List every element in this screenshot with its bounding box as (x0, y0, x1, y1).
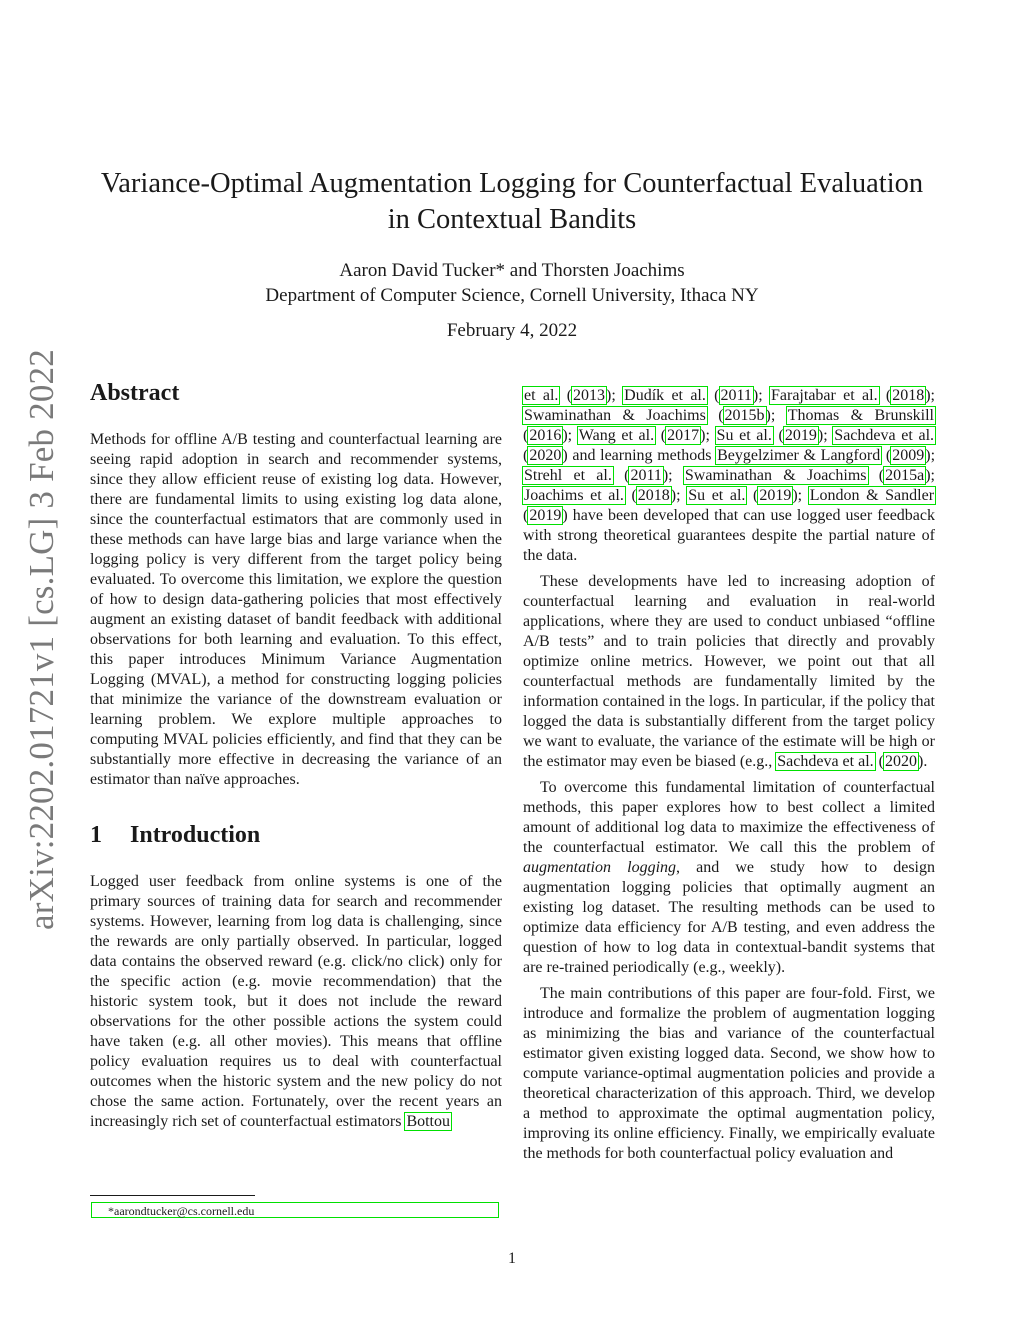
citation-year-link[interactable]: 2017 (667, 427, 700, 444)
citation-link[interactable]: Su et al. (688, 487, 746, 504)
citation-year-link[interactable]: 2018 (637, 487, 670, 504)
citation-link[interactable]: Sachdeva et al. (834, 427, 935, 444)
right-column (523, 386, 935, 1164)
citation-year-link[interactable]: 2019 (784, 427, 817, 444)
section-title: Introduction (130, 822, 261, 848)
citation-year-link[interactable]: 2009 (892, 447, 925, 464)
page-number: 1 (508, 1250, 516, 1267)
citation-year-link[interactable]: 2015b (724, 407, 765, 424)
left-column (90, 378, 502, 1132)
title-line-1: Variance-Optimal Augmentation Logging for Counterfactual Evaluation (100, 168, 924, 199)
citation-year-link[interactable]: 2011 (630, 467, 662, 484)
citation-year-link[interactable]: 2019 (529, 507, 562, 524)
citation-year-link[interactable]: 2020 (529, 447, 562, 464)
abstract-heading: Abstract (90, 380, 180, 406)
citation-year-link[interactable]: 2018 (892, 387, 925, 404)
citation-year-link[interactable]: 2016 (529, 427, 562, 444)
citation-link[interactable]: et al. (524, 387, 559, 404)
citation-link[interactable]: Thomas & Brunskill (787, 407, 935, 424)
citation-link[interactable]: Beygelzimer & Langford (717, 447, 881, 464)
citation-close: ). (917, 753, 928, 770)
intro-paragraph-4: The main contributions of this paper are four-fold. First, we introduce and formalize the problem of augmentation logging as minimizing the bias and variance of the counterfactual estimator given existing logged data. Second, we show how to compute variance-optimal augmentation policies and provide a theoretical characterization of this approach. Third, we develop a method to approximate the optimal augmentation policy, improving its online efficiency. Finally, we empirically evaluate the methods for both counterfactual policy evaluation and (523, 985, 935, 1162)
citation-year-link[interactable]: 2011 (720, 387, 752, 404)
citation-year-link[interactable]: 2020 (884, 753, 917, 770)
citation-link[interactable]: Joachims et al. (524, 487, 624, 504)
intro-paragraph-3 (523, 778, 935, 978)
citation-link[interactable]: Strehl et al. (524, 467, 612, 484)
citation-year-link[interactable]: 2015a (885, 467, 925, 484)
arxiv-identifier-stamp: arXiv:2202.01721v1 [cs.LG] 3 Feb 2022 (22, 349, 61, 930)
footnote-email-link[interactable]: *aarondtucker@cs.cornell.edu (91, 1202, 499, 1218)
intro-paragraph-3-text-a: To overcome this fundamental limitation of counterfactual methods, this paper explores how to best collect a limited amount of additional log data to maximize the effectiveness of the counterfactual estimator. We call this the problem of (523, 779, 935, 856)
footnote-rule (90, 1195, 255, 1196)
section-heading-introduction (90, 820, 502, 850)
citation-year-link[interactable]: 2013 (573, 387, 606, 404)
intro-paragraph-1-continued: et al. (2013); Dudík et al. (2011); Farajtabar et al. (2018); Swaminathan & Joachims (2015b); Thomas & Brunskill (2016); Wang et al. (2017); Su et al. (2019); Sachdeva et al. (2020) and learning methods Beygelzimer & Langford (2009); Strehl et al. (2011); Swaminathan & Joachims (2015a); Joachims et al. (2018); Su et al. (2019); London & Sandler (2019) have been developed that can use logged user feedback with strong theoretical guarantees despite the partial nature of the data. (523, 387, 936, 564)
author-block (90, 258, 934, 308)
citation-link[interactable]: Dudík et al. (624, 387, 706, 404)
intro-paragraph-1-tail: have been developed that can use logged user feedback with strong theoretical guarantees despite the partial nature of the data. (523, 507, 936, 564)
intro-paragraph-2: These developments have led to increasing adoption of counterfactual learning and evaluation in real-world applications, where they are used to conduct unbiased “offline A/B tests” and to train policies that directly and provably optimize online metrics. However, we point out that all counterfactual methods are fundamentally limited by the information contained in the logs. In particular, if the policy that logged the data is substantially different from the target policy we want to evaluate, the variance of the estimate will be high or the estimator may even be biased (e.g., Sachdeva et al. (2020). (523, 573, 935, 770)
title-line-2: in Contextual Bandits (387, 204, 637, 235)
citation-link[interactable]: Bottou (406, 1113, 450, 1130)
intro-paragraph-2-text: These developments have led to increasing adoption of counterfactual learning and evaluation in real-world applications, where they are used to conduct unbiased “offline A/B tests” and to train policies that directly and provably optimize online metrics. However, we point out that all counterfactual methods are fundamentally limited by the information contained in the logs. In particular, if the policy that logged the data is substantially different from the target policy we want to evaluate, the variance of the estimate will be high or the estimator may even be biased (e.g., (523, 573, 935, 770)
citation-link[interactable]: Sachdeva et al. (777, 753, 874, 770)
intro-paragraph-1-text: Logged user feedback from online systems is one of the primary sources of training data for search and recommender systems. However, learning from log data is challenging, since the rewards are only partially observed. In particular, logged data contains the observed reward (e.g. click/no click) only for the specific action (e.g. movie recommendation) that the historic system took, but it does not include the reward observations for the other possible actions the system could have taken (e.g. all other movies). This means that offline policy evaluation requires us to deal with counterfactual outcomes when the historic system and the new policy do not chose the same action. Fortunately, over the recent years an increasingly rich set of counterfactual estimators (90, 873, 502, 1130)
citation-link[interactable]: London & Sandler (809, 487, 935, 504)
citation-link[interactable]: Farajtabar et al. (771, 387, 878, 404)
citation-link[interactable]: Swaminathan & Joachims (524, 407, 706, 424)
citation-link[interactable]: Swaminathan & Joachims (684, 467, 867, 484)
citation-link[interactable]: Wang et al. (578, 427, 655, 444)
citation-year-link[interactable]: 2019 (759, 487, 792, 504)
abstract-text: Methods for offline A/B testing and counterfactual learning are seeing rapid adoption in search and recommender systems, since they allow efficient reuse of existing log data. However, there are fundamental limits to using existing log data alone, since the counterfactual estimators that are commonly used in these methods can have large bias and large variance when the logging policy is very different from the target policy being evaluated. To overcome this limitation, we explore the question of how to design data-gathering policies that most effectively augment an existing dataset of bandit feedback with additional observations for both learning and evaluation. To this effect, this paper introduces Minimum Variance Augmentation Logging (MVAL), a method for constructing logging policies that minimize the variance of the downstream evaluation or learning problem. We explore multiple approaches to computing MVAL policies efficiently, and find that they can be substantially more effective in decreasing the variance of an estimator than naïve approaches. (90, 431, 502, 788)
author-names: Aaron David Tucker* and Thorsten Joachims (339, 260, 685, 281)
paper-title (90, 166, 934, 238)
intro-paragraph-3-text-b: , and we study how to design augmentation logging policies that optimally augment an existing log dataset. The resulting methods can be used to optimize data efficiency for A/B testing, and even address the question of how to log data in contextual-bandit systems that are re-trained periodically (e.g., weekly). (523, 859, 935, 976)
augmentation-logging-term: augmentation logging (523, 859, 677, 876)
author-affiliation: Department of Computer Science, Cornell University, Ithaca NY (265, 285, 759, 306)
citation-link[interactable]: Su et al. (716, 427, 772, 444)
section-number: 1 (90, 822, 102, 848)
paper-date: February 4, 2022 (446, 320, 578, 341)
intro-paragraph-1 (90, 872, 502, 1132)
